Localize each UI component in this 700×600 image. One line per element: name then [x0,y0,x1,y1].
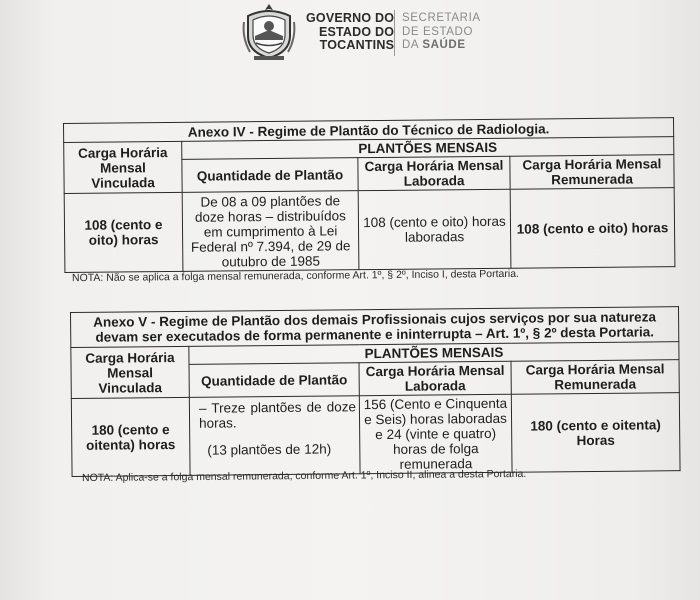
header-carga-laborada: Carga Horária Mensal Laborada [358,156,510,190]
annex-v-table [70,306,681,477]
header-carga-vinculada: Carga Horária Mensal Vinculada [71,346,189,398]
header-quantidade-plantao: Quantidade de Plantão [189,363,359,398]
cell-vinculada: 108 (cento e oito) horas [64,192,183,272]
annex-iv-table [63,117,675,273]
annex-v-title: Anexo V - Regime de Plantão dos demais Profissionais cujos serviços por sua natureza devam ser executados de forma permanente e ininterrupta – Art. 1º, § 2º desta Portaria. [71,307,679,348]
government-name: GOVERNO DO ESTADO DO TOCANTINS [306,11,395,52]
table-row [71,393,680,477]
quantidade-line-1: – Treze plantões de doze horas. [198,399,356,431]
cell-laborada: 108 (cento e oito) horas laboradas [358,189,511,269]
cell-remunerada: 180 (cento e oitenta) Horas [511,393,680,473]
tocantins-coat-of-arms-logo [240,2,298,62]
header-plantoes-mensais: PLANTÕES MENSAIS [189,342,679,365]
secretariat-name: SECRETARIA DE ESTADO DA SAÚDE [402,12,481,51]
header-carga-remunerada: Carga Horária Mensal Remunerada [511,360,679,395]
cell-quantidade: De 08 a 09 plantões de doze horas – distribuídos em cumprimento à Lei Federal nº 7.394, de 29 de outubro de 1985 [182,191,359,272]
cell-laborada: 156 (Cento e Cinquenta e Seis) horas laboradas e 24 (vinte e quatro) horas de folga remunerada [359,394,512,473]
header-carga-remunerada: Carga Horária Mensal Remunerada [510,155,674,190]
cell-remunerada: 108 (cento e oito) horas [510,188,675,269]
table-row [64,188,675,273]
annex-v-note: NOTA: Aplica-se a folga mensal remunerada, conforme Art. 1º, Inciso II, alinea a desta Portaria. [81,467,527,485]
header-carga-laborada: Carga Horária Mensal Laborada [359,361,511,395]
annex-iv-note: NOTA: Não se aplica a folga mensal remunerada, conforme Art. 1º, § 2º, Inciso I, desta Portaria. [71,267,519,285]
header-plantoes-mensais: PLANTÕES MENSAIS [182,137,674,160]
header-carga-vinculada: Carga Horária Mensal Vinculada [64,141,182,193]
annex-iv-title: Anexo IV - Regime de Plantão do Técnico de Radiologia. [64,118,674,143]
header-quantidade-plantao: Quantidade de Plantão [182,158,358,193]
cell-vinculada: 180 (cento e oitenta) horas [71,397,190,476]
cell-quantidade [189,396,360,476]
header-divider [394,10,395,56]
quantidade-line-2: (13 plantões de 12h) [207,441,332,458]
